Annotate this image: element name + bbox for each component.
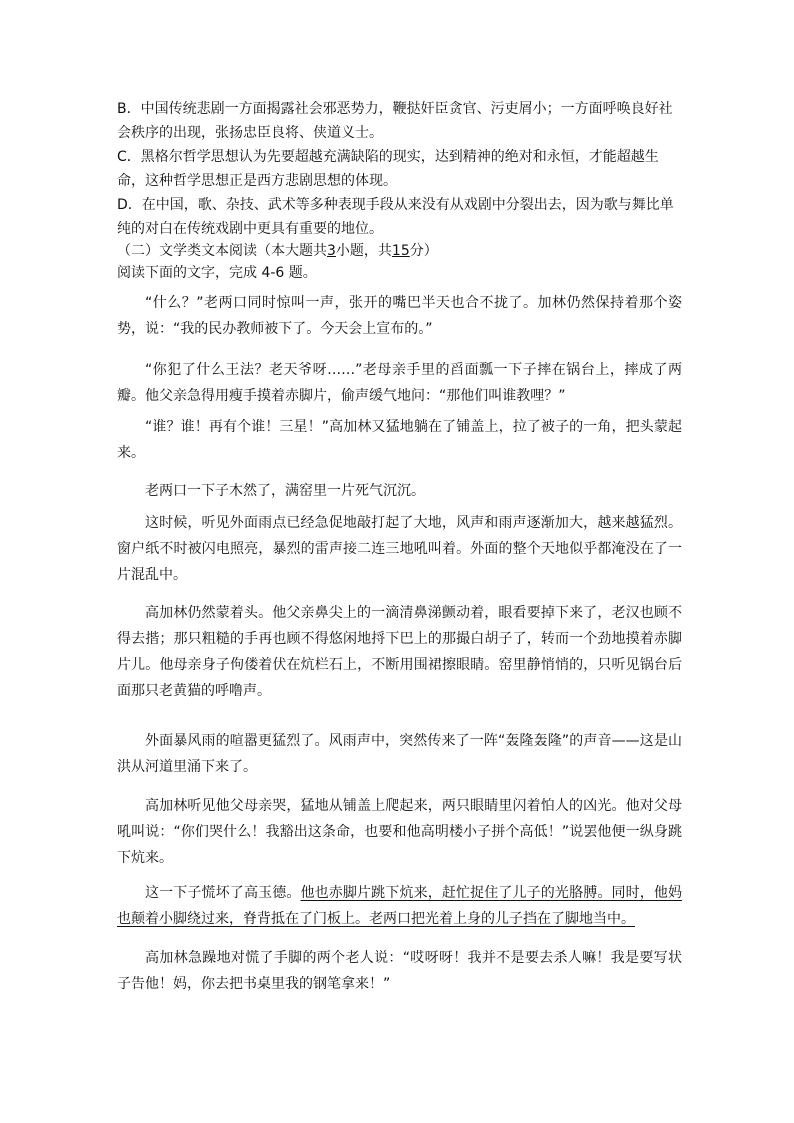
section-score: 15 (391, 243, 410, 259)
paragraph-7: 外面暴风雨的喧嚣更猛烈了。风雨声中，突然传来了一阵“轰隆轰隆”的声音——这是山洪从河道里涌下来了。 (117, 733, 682, 775)
option-b: B．中国传统悲剧一方面揭露社会邪恶势力，鞭挞奸臣贪官、污吏屑小；一方面呼唤良好社会秩序的出现，张扬忠臣良将、侠道义士。 (117, 101, 673, 141)
section-mid: 小题，共 (335, 243, 392, 259)
paragraph-9 (117, 880, 682, 932)
paragraph-4: 老两口一下子木然了，满窑里一片死气沉沉。 (145, 483, 425, 499)
section-suffix: 分） (409, 243, 438, 259)
paragraph-9-plain: 这一下子慌坏了高玉德。 (145, 885, 301, 901)
question-count: 3 (327, 243, 336, 259)
paragraph-6: 高加林仍然蒙着头。他父亲鼻尖上的一滴清鼻涕颤动着，眼看要掉下来了，老汉也顾不得去揩；那只粗糙的手再也顾不得悠闲地捋下巴上的那撮白胡子了，转而一个劲地摸着赤脚片儿。他母亲身子佝偻着伏在炕栏石上，不断用围裙擦眼睛。窑里静悄悄的，只听见锅台后面那只老黄猫的呼噜声。 (117, 605, 682, 699)
paragraph-8: 高加林听见他父母亲哭，猛地从铺盖上爬起来，两只眼睛里闪着怕人的凶光。他对父母吼叫说：“你们哭什么！我豁出这条命，也要和他高明楼小子拼个高低！”说罢他便一纵身跳下炕来。 (117, 798, 682, 866)
reading-instruction: 阅读下面的文字，完成 4-6 题。 (117, 265, 317, 281)
option-d: D．在中国，歌、杂技、武术等多种表现手段从来没有从戏剧中分裂出去，因为歌与舞比单纯的对白在传统戏剧中更具有重要的地位。 (117, 197, 674, 237)
paragraph-3: “谁？谁！再有个谁！三星！”高加林又猛地躺在了铺盖上，拉了被子的一角，把头蒙起来。 (117, 419, 682, 461)
option-c: C．黑格尔哲学思想认为先要超越充满缺陷的现实，达到精神的绝对和永恒，才能超越生命，这种哲学思想正是西方悲剧思想的体现。 (117, 149, 659, 189)
paragraph-5: 这时候，听见外面雨点已经急促地敲打起了大地，风声和雨声逐渐加大，越来越猛烈。窗户纸不时被闪电照亮，暴烈的雷声接二连三地吼叫着。外面的整个天地似乎都淹没在了一片混乱中。 (117, 515, 682, 583)
paragraph-2: “你犯了什么王法？老天爷呀……”老母亲手里的舀面瓢一下子摔在锅台上，摔成了两瓣。他父亲急得用瘦手摸着赤脚片，偷声缓气地问：“那他们叫谁教哩？” (117, 362, 682, 404)
paragraph-9-underlined: 他也赤脚片跳下炕来，赶忙捉住了儿子的光胳膊。同时，他妈也颠着小脚绕过来，脊背抵在了门板上。老两口把光着上身的儿子挡在了脚地当中。 (117, 885, 683, 927)
paragraph-1: “什么？”老两口同时惊叫一声，张开的嘴巴半天也合不拢了。加林仍然保持着那个姿势，说：“我的民办教师被下了。今天会上宣布的。” (117, 295, 682, 337)
paragraph-10: 高加林急躁地对慌了手脚的两个老人说：“哎呀呀！我并不是要去杀人嘛！我是要写状子告他！妈，你去把书桌里我的钢笔拿来！” (117, 950, 682, 992)
section-heading (117, 241, 682, 261)
section-prefix: （二）文学类文本阅读（本大题共 (117, 243, 327, 259)
